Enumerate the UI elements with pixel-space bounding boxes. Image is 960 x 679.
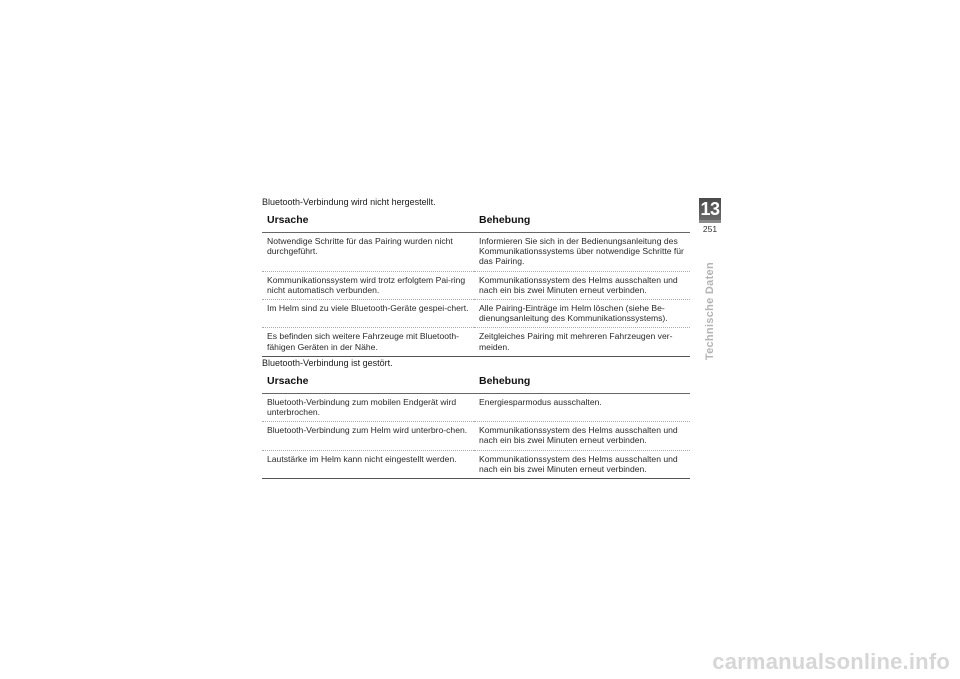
chapter-title-vertical	[698, 262, 722, 372]
remedy-cell: Zeitgleiches Pairing mit mehreren Fahrzeugen ver-meiden.	[474, 328, 690, 356]
troubleshooting-table	[262, 211, 690, 357]
table-header-row	[262, 372, 690, 394]
table-row	[262, 422, 690, 450]
watermark: carmanualsonline.info	[712, 649, 950, 674]
page-content	[262, 197, 690, 480]
remedy-cell: Kommunikationssystem des Helms ausschalten und nach ein bis zwei Minuten erneut verbinden.	[474, 422, 690, 450]
troubleshooting-table	[262, 372, 690, 479]
remedy-cell: Kommunikationssystem des Helms ausschalten und nach ein bis zwei Minuten erneut verbinden.	[474, 271, 690, 299]
table-row	[262, 328, 690, 356]
section-connection-disturbed	[262, 358, 690, 479]
remedy-cell: Kommunikationssystem des Helms ausschalten und nach ein bis zwei Minuten erneut verbinden.	[474, 450, 690, 478]
column-header-cause: Ursache	[262, 211, 474, 233]
cause-cell: Kommunikationssystem wird trotz erfolgtem Pai-ring nicht automatisch verbunden.	[262, 271, 474, 299]
table-row	[262, 450, 690, 478]
remedy-cell: Energiesparmodus ausschalten.	[474, 393, 690, 421]
column-header-remedy: Behebung	[474, 211, 690, 233]
table-row	[262, 300, 690, 328]
remedy-cell: Informieren Sie sich in der Bedienungsanleitung des Kommunikationssystems über notwendige Schritte für das Pairing.	[474, 233, 690, 272]
cause-cell: Bluetooth-Verbindung zum Helm wird unterbro-chen.	[262, 422, 474, 450]
cause-cell: Bluetooth-Verbindung zum mobilen Endgerät wird unterbrochen.	[262, 393, 474, 421]
section-caption: Bluetooth-Verbindung ist gestört.	[262, 357, 393, 368]
table-row	[262, 393, 690, 421]
chapter-number: 13	[700, 199, 720, 219]
column-header-cause: Ursache	[262, 372, 474, 394]
table-header-row	[262, 211, 690, 233]
table-row	[262, 271, 690, 299]
section-connection-not-established	[262, 197, 690, 357]
page-number: 251	[702, 224, 718, 234]
cause-cell: Notwendige Schritte für das Pairing wurden nicht durchgeführt.	[262, 233, 474, 272]
remedy-cell: Alle Pairing-Einträge im Helm löschen (siehe Be-dienungsanleitung des Kommunikationssystems).	[474, 300, 690, 328]
cause-cell: Lautstärke im Helm kann nicht eingestellt werden.	[262, 450, 474, 478]
section-caption: Bluetooth-Verbindung wird nicht hergestellt.	[262, 197, 436, 207]
chapter-title: Technische Daten	[704, 262, 716, 361]
table-row	[262, 233, 690, 272]
cause-cell: Im Helm sind zu viele Bluetooth-Geräte gespei-chert.	[262, 300, 474, 328]
chapter-divider	[699, 220, 721, 223]
column-header-remedy: Behebung	[474, 372, 690, 394]
cause-cell: Es befinden sich weitere Fahrzeuge mit Bluetooth-fähigen Geräten in der Nähe.	[262, 328, 474, 356]
chapter-tab	[699, 198, 721, 240]
